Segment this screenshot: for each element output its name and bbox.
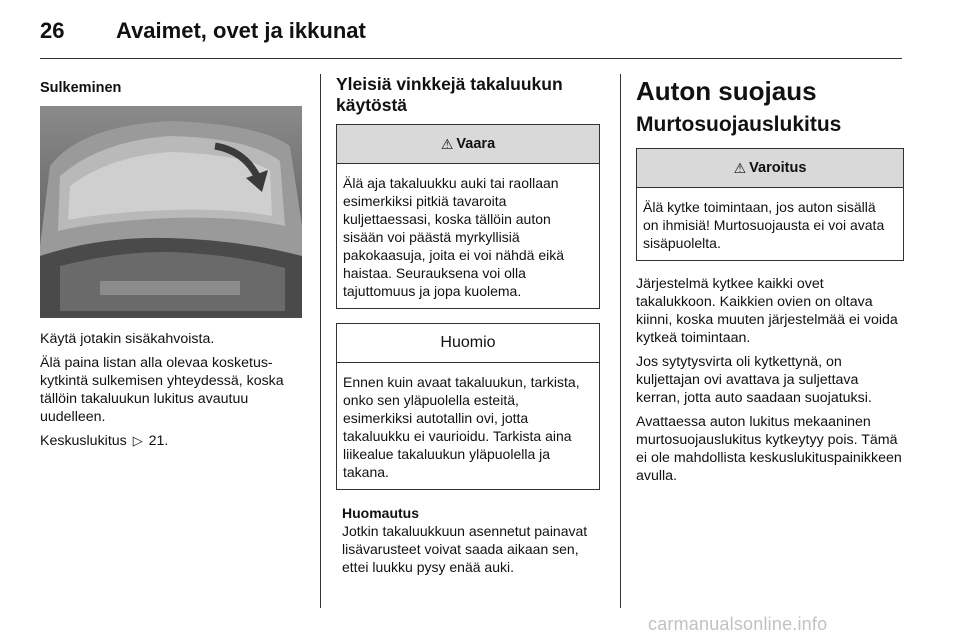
warning-box-header (637, 149, 903, 188)
chapter-title: Avaimet, ovet ja ikkunat (116, 18, 366, 43)
subsection-heading-deadlock: Murtosuojauslukitus (636, 113, 842, 136)
danger-box (336, 124, 600, 309)
caution-box (336, 323, 600, 490)
note-text: Jotkin takaluukkuun asennetut painavat lisävarusteet voivat saada aikaan sen, ettei luukku pysy enää auki. (342, 523, 588, 575)
watermark: carmanualsonline.info (648, 614, 828, 634)
warning-box (636, 148, 904, 261)
column-divider-1 (320, 74, 321, 608)
warning-box-text: Älä kytke toimintaan, jos auton sisällä on ihmisiä! Murtosuojausta ei voi avata sisäpuolelta. (643, 199, 885, 251)
caution-box-text: Ennen kuin avaat takaluukun, tarkista, onko sen yläpuolella esteitä, esimerkiksi autotallin ovi, jotta takaluukku ei vaurioidu. Tarkista aina liikealue takaluukun yläpuolella ja takana. (343, 374, 580, 480)
danger-box-title: Vaara (456, 136, 496, 152)
header-divider (40, 58, 902, 59)
paragraph-1: Käytä jotakin sisäkahvoista. (40, 331, 215, 347)
warning-triangle-icon: ⚠ (440, 135, 454, 152)
column-3 (636, 74, 904, 491)
section-heading-closing: Sulkeminen (40, 80, 122, 96)
warning-triangle-icon: ⚠ (733, 159, 747, 176)
page-header (40, 18, 900, 58)
warning-box-title: Varoitus (749, 160, 807, 176)
tailgate-photo (40, 106, 302, 318)
paragraph-2: Älä paina listan alla olevaa kosketus-kytkintä sulkemisen yhteydessä, koska tällöin takaluukun lukitus avautuu uudelleen. (40, 355, 284, 425)
section-heading-vehicle-security: Auton suojaus (636, 76, 817, 106)
danger-box-text: Älä aja takaluukku auki tai raollaan esimerkiksi pitkiä tavaroita kuljettaessasi, koska tällöin auton sisään voi päästä myrkyllisiä pakokaasuja, joita ei voi nähdä eikä haistaa. Seurauksena voi olla tajuttomuus ja jopa kuolema. (343, 175, 565, 299)
reference-page[interactable]: 21. (148, 433, 169, 449)
caution-box-header (337, 324, 599, 363)
column-1 (40, 74, 304, 456)
page-reference-icon[interactable]: ▷ (132, 433, 143, 448)
paragraph-3: Avattaessa auton lukitus mekaaninen murtosuojauslukitus kytkeytyy pois. Tämä ei ole mahdollista keskuslukituspainikkeen avulla. (636, 414, 902, 484)
section-heading-tips: Yleisiä vinkkejä takaluukun käytöstä (336, 74, 563, 115)
column-divider-2 (620, 74, 621, 608)
paragraph-2: Jos sytytysvirta oli kytkettynä, on kuljettajan ovi avattava ja suljettava kerran, jotta auto saadaan suojatuksi. (636, 354, 872, 406)
page-number: 26 (40, 18, 65, 43)
note-title: Huomautus (342, 505, 419, 521)
column-2 (336, 74, 600, 576)
danger-box-header (337, 125, 599, 164)
caution-box-title: Huomio (440, 334, 496, 351)
paragraph-3 (40, 432, 304, 450)
reference-text: Keskuslukitus (40, 433, 127, 449)
paragraph-1: Järjestelmä kytkee kaikki ovet takalukkoon. Kaikkien ovien on oltava kiinni, koska muuten järjestelmää ei voida kytkeä toimintaan. (636, 276, 898, 346)
